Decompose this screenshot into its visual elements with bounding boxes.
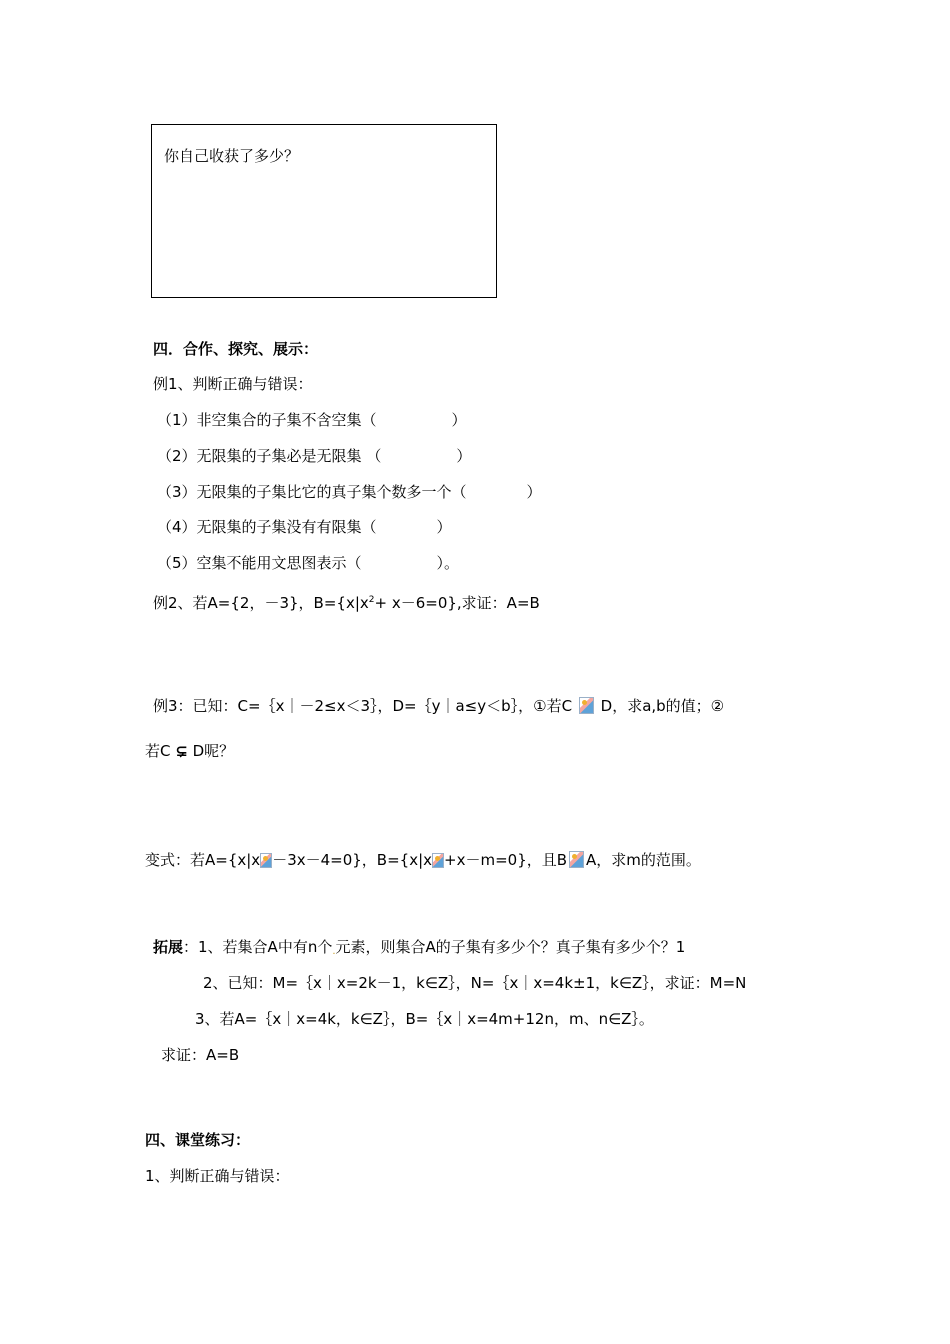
- variant-problem: 变式：若A={x|x －3x－4=0}，B={x|x +x－m=0}，且B A，求m的范围。: [145, 851, 701, 869]
- example1-item-4: （4）无限集的子集没有有限集（ ）: [157, 518, 452, 536]
- proper-subset-symbol: ⊊: [175, 742, 188, 760]
- extension-item-3-proof: 求证：A=B: [161, 1046, 240, 1064]
- example3-line1: 例3：已知：C=｛x｜－2≤x＜3｝，D=｛y｜a≤y＜b｝，①若C D，求a,b的值；②: [153, 697, 725, 715]
- extension-item-1: 拓展：1、若集合A中有n个.元素，则集合A的子集有多少个？真子集有多少个？1: [153, 938, 686, 957]
- example1-title: 例1、判断正确与错误：: [153, 375, 313, 393]
- section-heading-practice: 四、课堂练习：: [145, 1131, 251, 1149]
- broken-image-icon: [579, 697, 594, 714]
- reflection-prompt: 你自己收获了多少？: [164, 147, 300, 165]
- example1-item-1: （1）非空集合的子集不含空集（ ）: [157, 411, 467, 429]
- broken-image-icon: [569, 851, 584, 868]
- example3-line2: 若C ⊊ D呢？: [145, 742, 235, 760]
- dot-mark-icon: .: [332, 946, 336, 957]
- section-heading-cooperation: 四．合作、探究、展示：: [153, 340, 319, 358]
- example1-item-5: （5）空集不能用文思图表示（ ）。: [157, 554, 460, 572]
- reflection-box: [151, 124, 497, 298]
- example2: 例2、若A={2，－3}，$B=\{x|x^2+ x-6=0\}$,求证：A=B: [153, 594, 540, 612]
- extension-item-2: 2、已知：M=｛x｜x=2k－1，k∈Z｝，N=｛x｜x=4k±1，k∈Z｝，求证：M=N: [203, 974, 747, 992]
- broken-image-icon: [432, 853, 444, 868]
- example1-item-3: （3）无限集的子集比它的真子集个数多一个（ ）: [157, 483, 542, 501]
- practice-item-1: 1、判断正确与错误：: [145, 1167, 290, 1185]
- example1-item-2: （2）无限集的子集必是无限集 （ ）: [157, 447, 472, 465]
- extension-item-3: 3、若A=｛x｜x=4k，k∈Z｝，B=｛x｜x=4m+12n，m、n∈Z｝。: [195, 1010, 654, 1028]
- broken-image-icon: [260, 853, 272, 868]
